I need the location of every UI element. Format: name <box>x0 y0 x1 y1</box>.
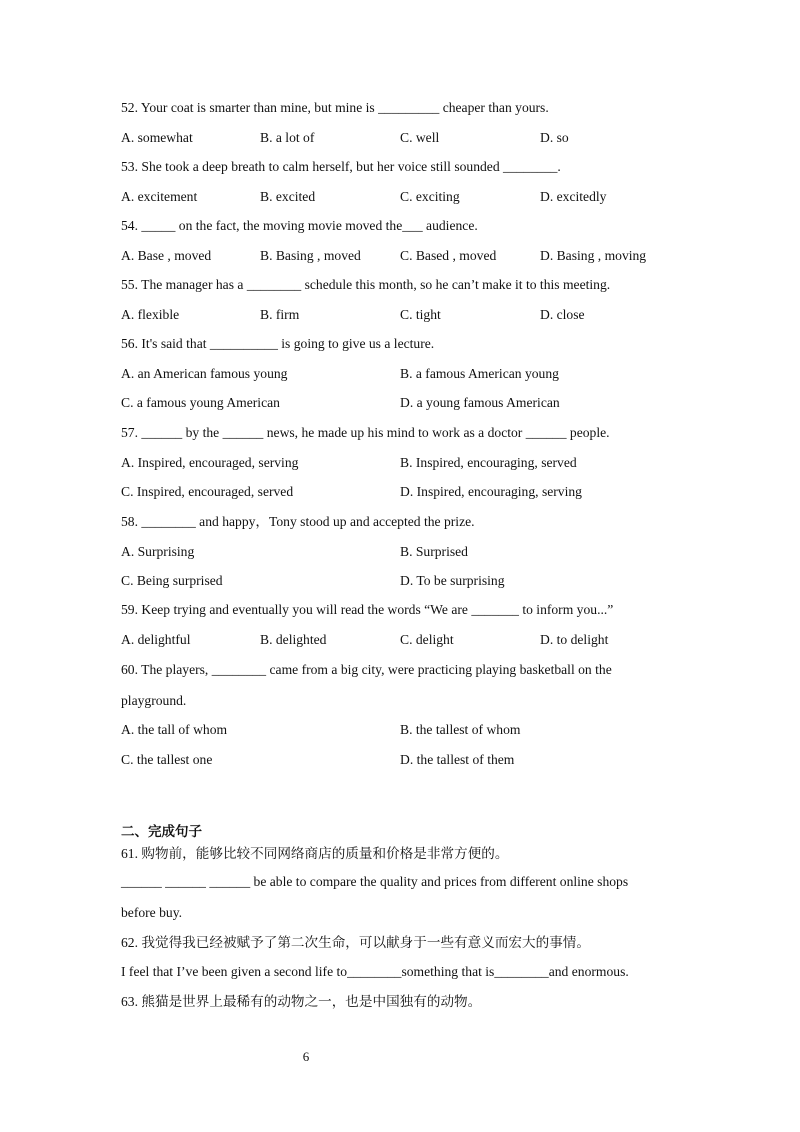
q60-option-b: B. the tallest of whom <box>400 722 521 737</box>
question-60-stem: 60. The players, ________ came from a big city, were practicing playing basketball on the <box>121 662 612 677</box>
question-57-stem: 57. ______ by the ______ news, he made up his mind to work as a doctor ______ people. <box>121 425 610 440</box>
q58-option-d: D. To be surprising <box>400 573 505 588</box>
q54-option-d: D. Basing , moving <box>540 248 647 263</box>
q56-option-b: B. a famous American young <box>400 366 559 381</box>
question-53-stem: 53. She took a deep breath to calm herself, but her voice still sounded ________. <box>121 159 561 174</box>
q59-option-d: D. to delight <box>540 632 609 647</box>
q55-option-b: B. firm <box>260 307 300 322</box>
q56-option-c: C. a famous young American <box>121 395 280 410</box>
q53-option-a: A. excitement <box>121 189 198 204</box>
q53-option-b: B. excited <box>260 189 316 204</box>
section-heading: 二、完成句子 <box>121 824 202 840</box>
q59-option-a: A. delightful <box>121 632 191 647</box>
question-58-stem: 58. ________ and happy，Tony stood up and accepted the prize. <box>121 514 475 529</box>
question-59-stem: 59. Keep trying and eventually you will read the words “We are _______ to inform you...” <box>121 602 614 617</box>
question-61-english-continued: before buy. <box>121 905 183 920</box>
q60-option-c: C. the tallest one <box>121 752 213 767</box>
q58-option-b: B. Surprised <box>400 544 468 559</box>
q53-option-c: C. exciting <box>400 189 460 204</box>
q59-option-c: C. delight <box>400 632 454 647</box>
q57-option-c: C. Inspired, encouraged, served <box>121 484 294 499</box>
q58-option-c: C. Being surprised <box>121 573 223 588</box>
page-number: 6 <box>302 1049 310 1064</box>
q56-option-d: D. a young famous American <box>400 395 560 410</box>
question-63-chinese: 63. 熊猫是世界上最稀有的动物之一，也是中国独有的动物。 <box>121 994 482 1009</box>
question-61-english: ______ ______ ______ be able to compare the quality and prices from different online shops <box>121 874 629 889</box>
q57-option-a: A. Inspired, encouraged, serving <box>121 455 299 470</box>
q60-option-d: D. the tallest of them <box>400 752 515 767</box>
q52-option-c: C. well <box>400 130 440 145</box>
question-52-stem: 52. Your coat is smarter than mine, but mine is _________ cheaper than yours. <box>121 100 549 115</box>
question-54-stem: 54. _____ on the fact, the moving movie moved the___ audience. <box>121 218 478 233</box>
q56-option-a: A. an American famous young <box>121 366 288 381</box>
question-55-stem: 55. The manager has a ________ schedule this month, so he can’t make it to this meeting. <box>121 277 611 292</box>
q55-option-c: C. tight <box>400 307 441 322</box>
question-56-stem: 56. It's said that __________ is going to give us a lecture. <box>121 336 435 351</box>
q55-option-a: A. flexible <box>121 307 180 322</box>
q57-option-b: B. Inspired, encouraging, served <box>400 455 577 470</box>
q53-option-d: D. excitedly <box>540 189 607 204</box>
q54-option-c: C. Based , moved <box>400 248 497 263</box>
q54-option-a: A. Base , moved <box>121 248 212 263</box>
question-61-chinese: 61. 购物前，能够比较不同网络商店的质量和价格是非常方便的。 <box>121 846 509 861</box>
q57-option-d: D. Inspired, encouraging, serving <box>400 484 582 499</box>
q54-option-b: B. Basing , moved <box>260 248 361 263</box>
q55-option-d: D. close <box>540 307 585 322</box>
q58-option-a: A. Surprising <box>121 544 195 559</box>
q52-option-d: D. so <box>540 130 569 145</box>
q59-option-b: B. delighted <box>260 632 327 647</box>
question-62-chinese: 62. 我觉得我已经被赋予了第二次生命，可以献身于一些有意义而宏大的事情。 <box>121 935 590 950</box>
question-62-english: I feel that I’ve been given a second life to________something that is________and enormous. <box>121 964 629 979</box>
q60-option-a: A. the tall of whom <box>121 722 228 737</box>
q52-option-b: B. a lot of <box>260 130 315 145</box>
q52-option-a: A. somewhat <box>121 130 193 145</box>
question-60-stem-continued: playground. <box>121 693 187 708</box>
